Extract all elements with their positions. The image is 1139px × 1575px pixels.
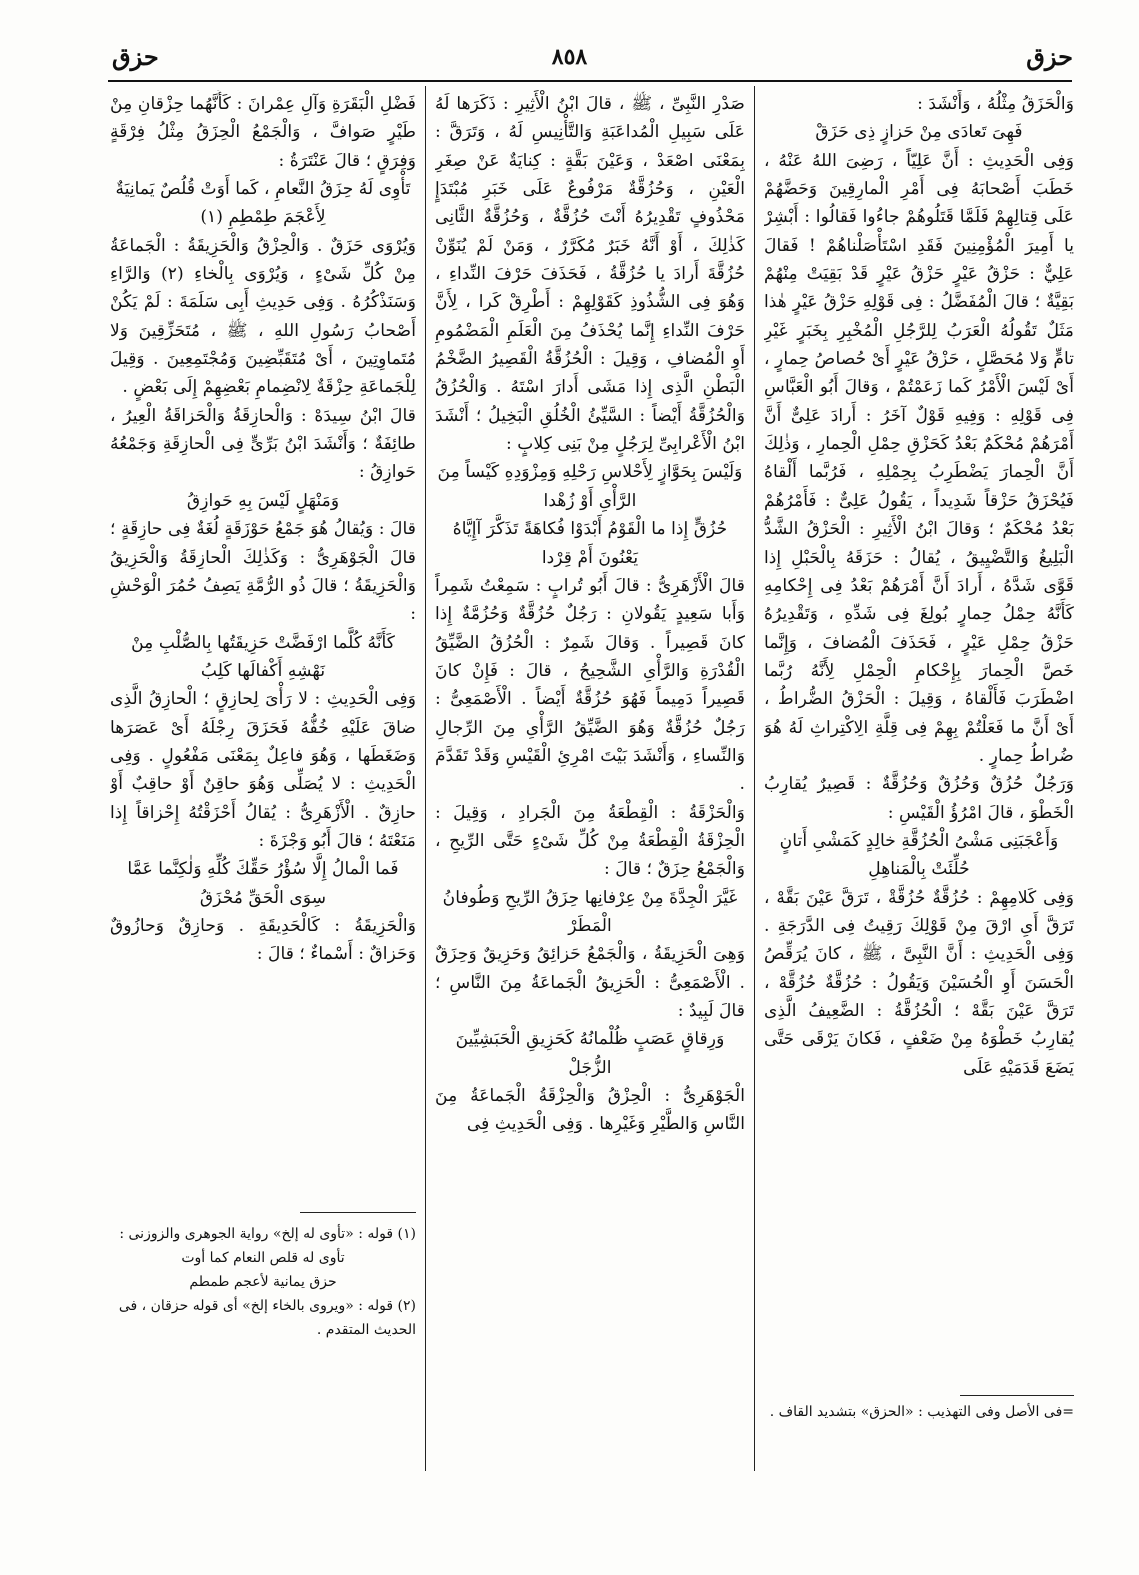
verse: وَأَعْجَبَنِى مَشْىُ الْحُزُقَّةِ خالِدٍ كَمَشْىِ أَتانٍ حُلِّئَتْ بِالْمَناهِلِ (779, 830, 1059, 880)
text-column-middle (435, 90, 745, 1470)
paragraph: الْجَوْهَرِىُّ : الْحِزْقُ وَالْحِزْقَةُ الْجَماعَةُ مِنَ النَّاسِ وَالطَّيْرِ وَغَيْرِها . وَفِى الْحَدِيثِ فِى (435, 1086, 745, 1135)
verse: وَلَيْسَ بِحَوَّازٍ لِأَحْلاسِ رَحْلِهِ وَمِزْوَدِهِ كَيْساً مِنَ الرَّأْىِ أَوْ زُهْدا (437, 462, 743, 511)
column-divider (754, 86, 755, 1471)
text-column-right (764, 90, 1074, 1470)
verse: كَأَنَّهُ كُلَّما ارْفَضَّتْ حَزِيقَتُها بِالصُّلْبِ مِنْ نَهْشِهِ أَكْفالَها كَلِبُ (131, 632, 395, 681)
paragraph: وَالْحَزَقُ مِثْلُهُ ، وَأَنْشَدَ : (917, 94, 1074, 114)
page-number: ٨٥٨ (551, 44, 588, 70)
footnotes-left (110, 1222, 416, 1342)
text-column-left (110, 90, 416, 1200)
footnote-rule (300, 1212, 416, 1213)
footnote-right: =فى الأصل وفى التهذيب : «الحزق» بتشديد القاف . (769, 1404, 1074, 1420)
verse: غَيَّرَ الْجِدَّةَ مِنْ عِرْفانِها حِزَقُ الرِّيحِ وَطُوفانُ الْمَطَرْ (442, 887, 738, 936)
head-word-left: حزق (112, 42, 159, 71)
paragraph: وَفِى كَلامِهِمْ : حُزُقَّةٌ حُزُقَّةْ ، تَرَقَّ عَيْنَ بَقَّهْ ، تَرَقَّ أَىِ ارْقَ مِنْ قَوْلِكَ رَقِيتُ فِى الدَّرَجَةِ . وَفِى الْحَدِيثِ : أَنَّ النَّبِىَّ ، ﷺ ، كانَ يُرَقِّصُ الْحَسَنَ أَوِ الْحُسَيْنَ وَيَقُولُ : حُزُقَّةٌ حُزُقَّهْ ، تَرَقَّ عَيْنَ بَقَّهْ ؛ الْحُزُقَّةُ : الضَّعِيفُ الَّذِى يُقارِبُ خَطْوَهُ مِنْ ضَعْفٍ ، فَكانَ يَرْقَى حَتَّى يَضَعَ قَدَمَيْهِ عَلَى (764, 887, 1074, 1078)
paragraph: صَدْرِ النَّبِىِّ ، ﷺ ، قالَ ابْنُ الْأَثِيرِ : ذَكَرَها لَهُ عَلَى سَبِيلِ الْمُداعَبَةِ وَالتَّأْنِيسِ لَهُ ، وَتَرَقَّ : بِمَعْنَى اصْعَدْ ، وَعَيْنَ بَقَّةٍ : كِنايَةٌ عَنْ صِغَرِ الْعَيْنِ ، وَحُزُقَّةٌ مَرْفُوعٌ عَلَى خَبَرِ مُبْتَدَإٍ مَحْذُوفٍ تَقْدِيرُهُ أَنْتَ حُزُقَّةٌ ، وَحُزُقَّةٌ الثَّانِى كَذٰلِكَ ، أَوْ أَنَّهُ خَبَرٌ مُكَرَّرٌ ، وَمَنْ لَمْ يُنَوِّنْ حُزُقَّةَ أَرادَ يا حُزُقَّةُ ، فَحَذَفَ حَرْفَ النِّداءِ ، وَهُوَ فِى الشُّذُوذِ كَقَوْلِهِمْ : أَطْرِقْ كَرا ، لِأَنَّ حَرْفَ النِّداءِ إِنَّما يُحْذَفُ مِنَ الْعَلَمِ الْمَضْمُومِ أَوِ الْمُضافِ ، وَقِيلَ : الْحُزُقَّةُ الْقَصِيرُ الضَّخْمُ الْبَطْنِ الَّذِى إِذا مَشَى أَدارَ اسْتَهُ . وَالْحُزُقُ وَالْحُزُقَّةُ أَيْضاً : السَّيِّئُ الْخُلُقِ الْبَخِيلُ ؛ أَنْشَدَ ابْنُ الْأَعْرابِىِّ لِرَجُلٍ مِنْ بَنِى كِلابٍ : (435, 94, 745, 455)
paragraph: وَرَجُلٌ حُزُقٌ وَحُزُقٌ وَحُزُقَّةٌ : قَصِيرٌ يُقارِبُ الْخَطْوَ ، قالَ امْرُؤُ الْقَيْسِ : (764, 774, 1074, 823)
head-word-right: حزق (1026, 42, 1073, 71)
paragraph: فَضْلِ الْبَقَرَةِ وَآلِ عِمْرانَ : كَأَنَّهُما حِزْقانِ مِنْ طَيْرٍ صَوافَّ ، وَالْجَمْعُ الْحِزَقُ مِثْلُ فِرْقَةٍ وَفِرَقٍ ؛ قالَ عَنْتَرَةُ : (110, 94, 416, 171)
verse: وَرِقاقٍ عَصَبٍ ظُلْمانُهُ كَحَزِيقِ الْحَبَشِيِّينَ الزُّجَلْ (455, 1029, 725, 1078)
paragraph: وَفِى الْحَدِيثِ : أَنَّ عَلِيّاً ، رَضِىَ اللهُ عَنْهُ ، خَطَبَ أَصْحابَهُ فِى أَمْرِ الْمارِقِينَ وَحَضَّهُمْ عَلَى قِتالِهِمْ فَلَمَّا قَتَلُوهُمْ جاءُوا فَقالُوا : أَبْشِرْ يا أَمِيرَ الْمُؤْمِنِينَ فَقَدِ اسْتَأْصَلْناهُمْ ! فَقالَ عَلِيٌّ : حَزْقُ عَيْرٍ حَزْقُ عَيْرٍ قَدْ بَقِيَتْ مِنْهُمْ بَقِيَّةٌ ؛ قالَ الْمُفَضَّلُ : فِى قَوْلِهِ حَزْقُ عَيْرٍ هٰذا مَثَلٌ تَقُولُهُ الْعَرَبُ لِلرَّجُلِ الْمُخْبِرِ بِخَبَرٍ غَيْرِ تامٍّ وَلا مُحَصَّلٍ ، حَزْقُ عَيْرٍ أَىْ حُصاصُ حِمارٍ ، أَىْ لَيْسَ الْأَمْرُ كَما زَعَمْتُمْ ، وَقالَ أَبُو الْعَبَّاسِ فِى قَوْلِهِ : وَفِيهِ قَوْلٌ آخَرُ : أَرادَ عَلِىٌّ أَنَّ أَمْرَهُمْ مُحْكَمٌ بَعْدُ كَحَزْقِ حِمْلِ الْحِمارِ ، وَذٰلِكَ أَنَّ الْحِمارَ يَضْطَرِبُ بِحِمْلِهِ ، فَرُبَّما أَلْقاهُ فَيُحْزَقُ حَزْقاً شَدِيداً ، يَقُولُ عَلِىٌّ : فَأَمْرُهُمْ بَعْدُ مُحْكَمٌ ؛ وَقالَ ابْنُ الْأَثِيرِ : الْحَزْقُ الشَّدُّ الْبَلِيغُ وَالتَّضْيِيقُ ، يُقالُ : حَزَقَهُ بِالْحَبْلِ إِذا قَوَّى شَدَّهُ ، أَرادَ أَنَّ أَمْرَهُمْ بَعْدُ فِى إِحْكامِهِ كَأَنَّهُ حِمْلُ حِمارٍ بُولِغَ فِى شَدِّهِ ، وَتَقْدِيرُهُ حَزْقُ حِمْلِ عَيْرٍ ، فَحَذَفَ الْمُضافَ ، وَإِنَّما خَصَّ الْحِمارَ بِإِحْكامِ الْحِمْلِ لِأَنَّهُ رُبَّما اضْطَرَبَ فَأَلْقاهُ ، وَقِيلَ : الْحَزْقُ الضُّراطُ ، أَىْ أَنَّ ما فَعَلْتُمْ بِهِمْ فِى قِلَّةِ الِاكْتِراثِ لَهُ هُوَ ضُراطُ حِمارٍ . (764, 150, 1074, 766)
paragraph: وَهِىَ الْحَزِيقَةُ ، وَالْجَمْعُ حَزائِقُ وَحَزِيقٌ وَحِزَقٌ . الْأَصْمَعِىُّ : الْحَزِيقُ الْجَماعَةُ مِنَ النَّاسِ ؛ قالَ لَبِيدٌ : (435, 944, 745, 1021)
paragraph: وَالْحَزْقَةُ : الْقِطْعَةُ مِنَ الْجَرادِ ، وَقِيلَ : الْحِزْقَةُ الْقِطْعَةُ مِنْ كُلِّ شَىْءٍ حَتَّى الرِّيحِ ، وَالْجَمْعُ حِزَقٌ ؛ قالَ : (435, 802, 745, 880)
paragraph: وَفِى الْحَدِيثِ : لا رَأْىَ لِحازِقٍ ؛ الْحازِقُ الَّذِى ضاقَ عَلَيْهِ خُفُّهُ فَحَزَقَ رِجْلَهُ أَىْ عَصَرَها وَضَغَطَها ، وَهُوَ فاعِلٌ بِمَعْنَى مَفْعُولٍ . وَفِى الْحَدِيثِ : لا يُصَلِّى وَهُوَ حاقِنٌ أَوْ حاقِبٌ أَوْ حازِقٌ . الْأَزْهَرِىُّ : يُقالُ أَحْزَقْتُهُ إِحْزاقاً إِذا مَنَعْتَهُ ؛ قالَ أَبُو وَجْزَةَ : (110, 689, 416, 851)
column-divider (425, 86, 426, 1471)
footnote-verse: حزق يمانية لأعجم طمطم (189, 1274, 337, 1290)
verse: وَمَنْهَلٍ لَيْسَ بِهِ حَوازِقُ (186, 490, 340, 511)
footnote-1: (١) قوله : «تأوى له إلخ» رواية الجوهرى والزوزنى : (119, 1226, 416, 1242)
verse: فَما الْمالُ إِلَّا سُؤْرُ حَقِّكَ كُلِّهِ وَلٰكِنَّما عَمَّا سِوَى الْحَقِّ مُحْزَقُ (127, 859, 399, 908)
verse: فَهِىَ تَعادَى مِنْ حَزازٍ ذِى حَزَقْ (815, 122, 1023, 143)
footnote-verse: تأوى له قلص النعام كما أوت (181, 1250, 345, 1266)
paragraph: قالَ الْأَزْهَرِىُّ : قالَ أَبُو تُرابٍ : سَمِعْتُ شَمِراً وَأَبا سَعِيدٍ يَقُولانِ : رَجُلٌ حُزُقَّةٌ وَحُزُمَّةٌ إِذا كانَ قَصِيراً . وَقالَ شَمِرٌ : الْحُزُقُ الضَّيِّقُ الْقُدْرَةِ وَالرَّأْىِ الشَّحِيحُ ، قالَ : فَإِنْ كانَ قَصِيراً دَمِيماً فَهُوَ حُزُقَّةٌ أَيْضاً . الْأَصْمَعِىُّ : رَجُلٌ حُزُقَّةٌ وَهُوَ الضَّيِّقُ الرَّأْىِ مِنَ الرِّجالِ وَالنِّساءِ ، وَأَنْشَدَ بَيْتَ امْرِئِ الْقَيْسِ وَقَدْ تَقَدَّمَ . (435, 575, 745, 795)
footnote-rule (960, 1395, 1074, 1396)
paragraph: وَالْحَزِيقَةُ : كَالْحَدِيقَةِ . وَحازِقٌ وَحازُوقٌ وَحَزاقٌ : أَسْماءٌ ؛ قالَ : (110, 915, 416, 965)
footnote-2: (٢) قوله : «ويروى بالخاء إلخ» أى قوله حزقان ، فى الحديث المتقدم . (118, 1298, 416, 1338)
header-rule (108, 80, 1072, 82)
paragraph: وَيُرْوَى حَزَقٌ . وَالْحِزْقُ وَالْحَزِيقَةُ : الْجَماعَةُ مِنْ كُلِّ شَىْءٍ ، وَيُرْوَى بِالْخاءِ (٢) وَالرَّاءِ وَسَنَذْكُرُهُ . وَفِى حَدِيثِ أَبِى سَلَمَةَ : لَمْ يَكُنْ أَصْحابُ رَسُولِ اللهِ ، ﷺ ، مُتَحَزِّقِينَ وَلا مُتَماوِتِينَ ، أَىْ مُتَقَبِّضِينَ وَمُجْتَمِعِينَ . وَقِيلَ لِلْجَماعَةِ حِزْقَةٌ لِانْضِمامِ بَعْضِهِمْ إِلَى بَعْضٍ . (110, 235, 416, 398)
verse: تَأْوِى لَهُ حِزَقُ النَّعامِ ، كَما أَوَتْ قُلُصٌ يَمانِيَةٌ لِأَعْجَمَ طِمْطِمِ (١) (115, 179, 411, 228)
paragraph: قالَ ابْنُ سِيدَهْ : وَالْحازِقَةُ وَالْحَزاقَةُ الْعِيرُ ، طائِفَةٌ ؛ وَأَنْشَدَ ابْنُ بَرِّىٍّ فِى الْحازِقَةِ وَجَمْعُهُ حَوازِقُ : (110, 405, 416, 483)
paragraph: قالَ : وَيُقالُ هُوَ جَمْعُ حَوْزَقَةٍ لُغَةٌ فِى حازِقَةٍ ؛ قالَ الْجَوْهَرِىُّ : وَكَذٰلِكَ الْحازِقَةُ وَالْحَزِيقُ وَالْحَزِيقَةُ ؛ قالَ ذُو الرُّمَّةِ يَصِفُ حُمُرَ الْوَحْشِ : (110, 519, 416, 625)
verse: حُزُقٍّ إِذا ما الْقَوْمُ أَبْدَوْا فُكاهَةً تَذَكَّرَ آإِيَّاهُ يَعْنُونَ أَمْ قِرْدا (452, 519, 728, 568)
